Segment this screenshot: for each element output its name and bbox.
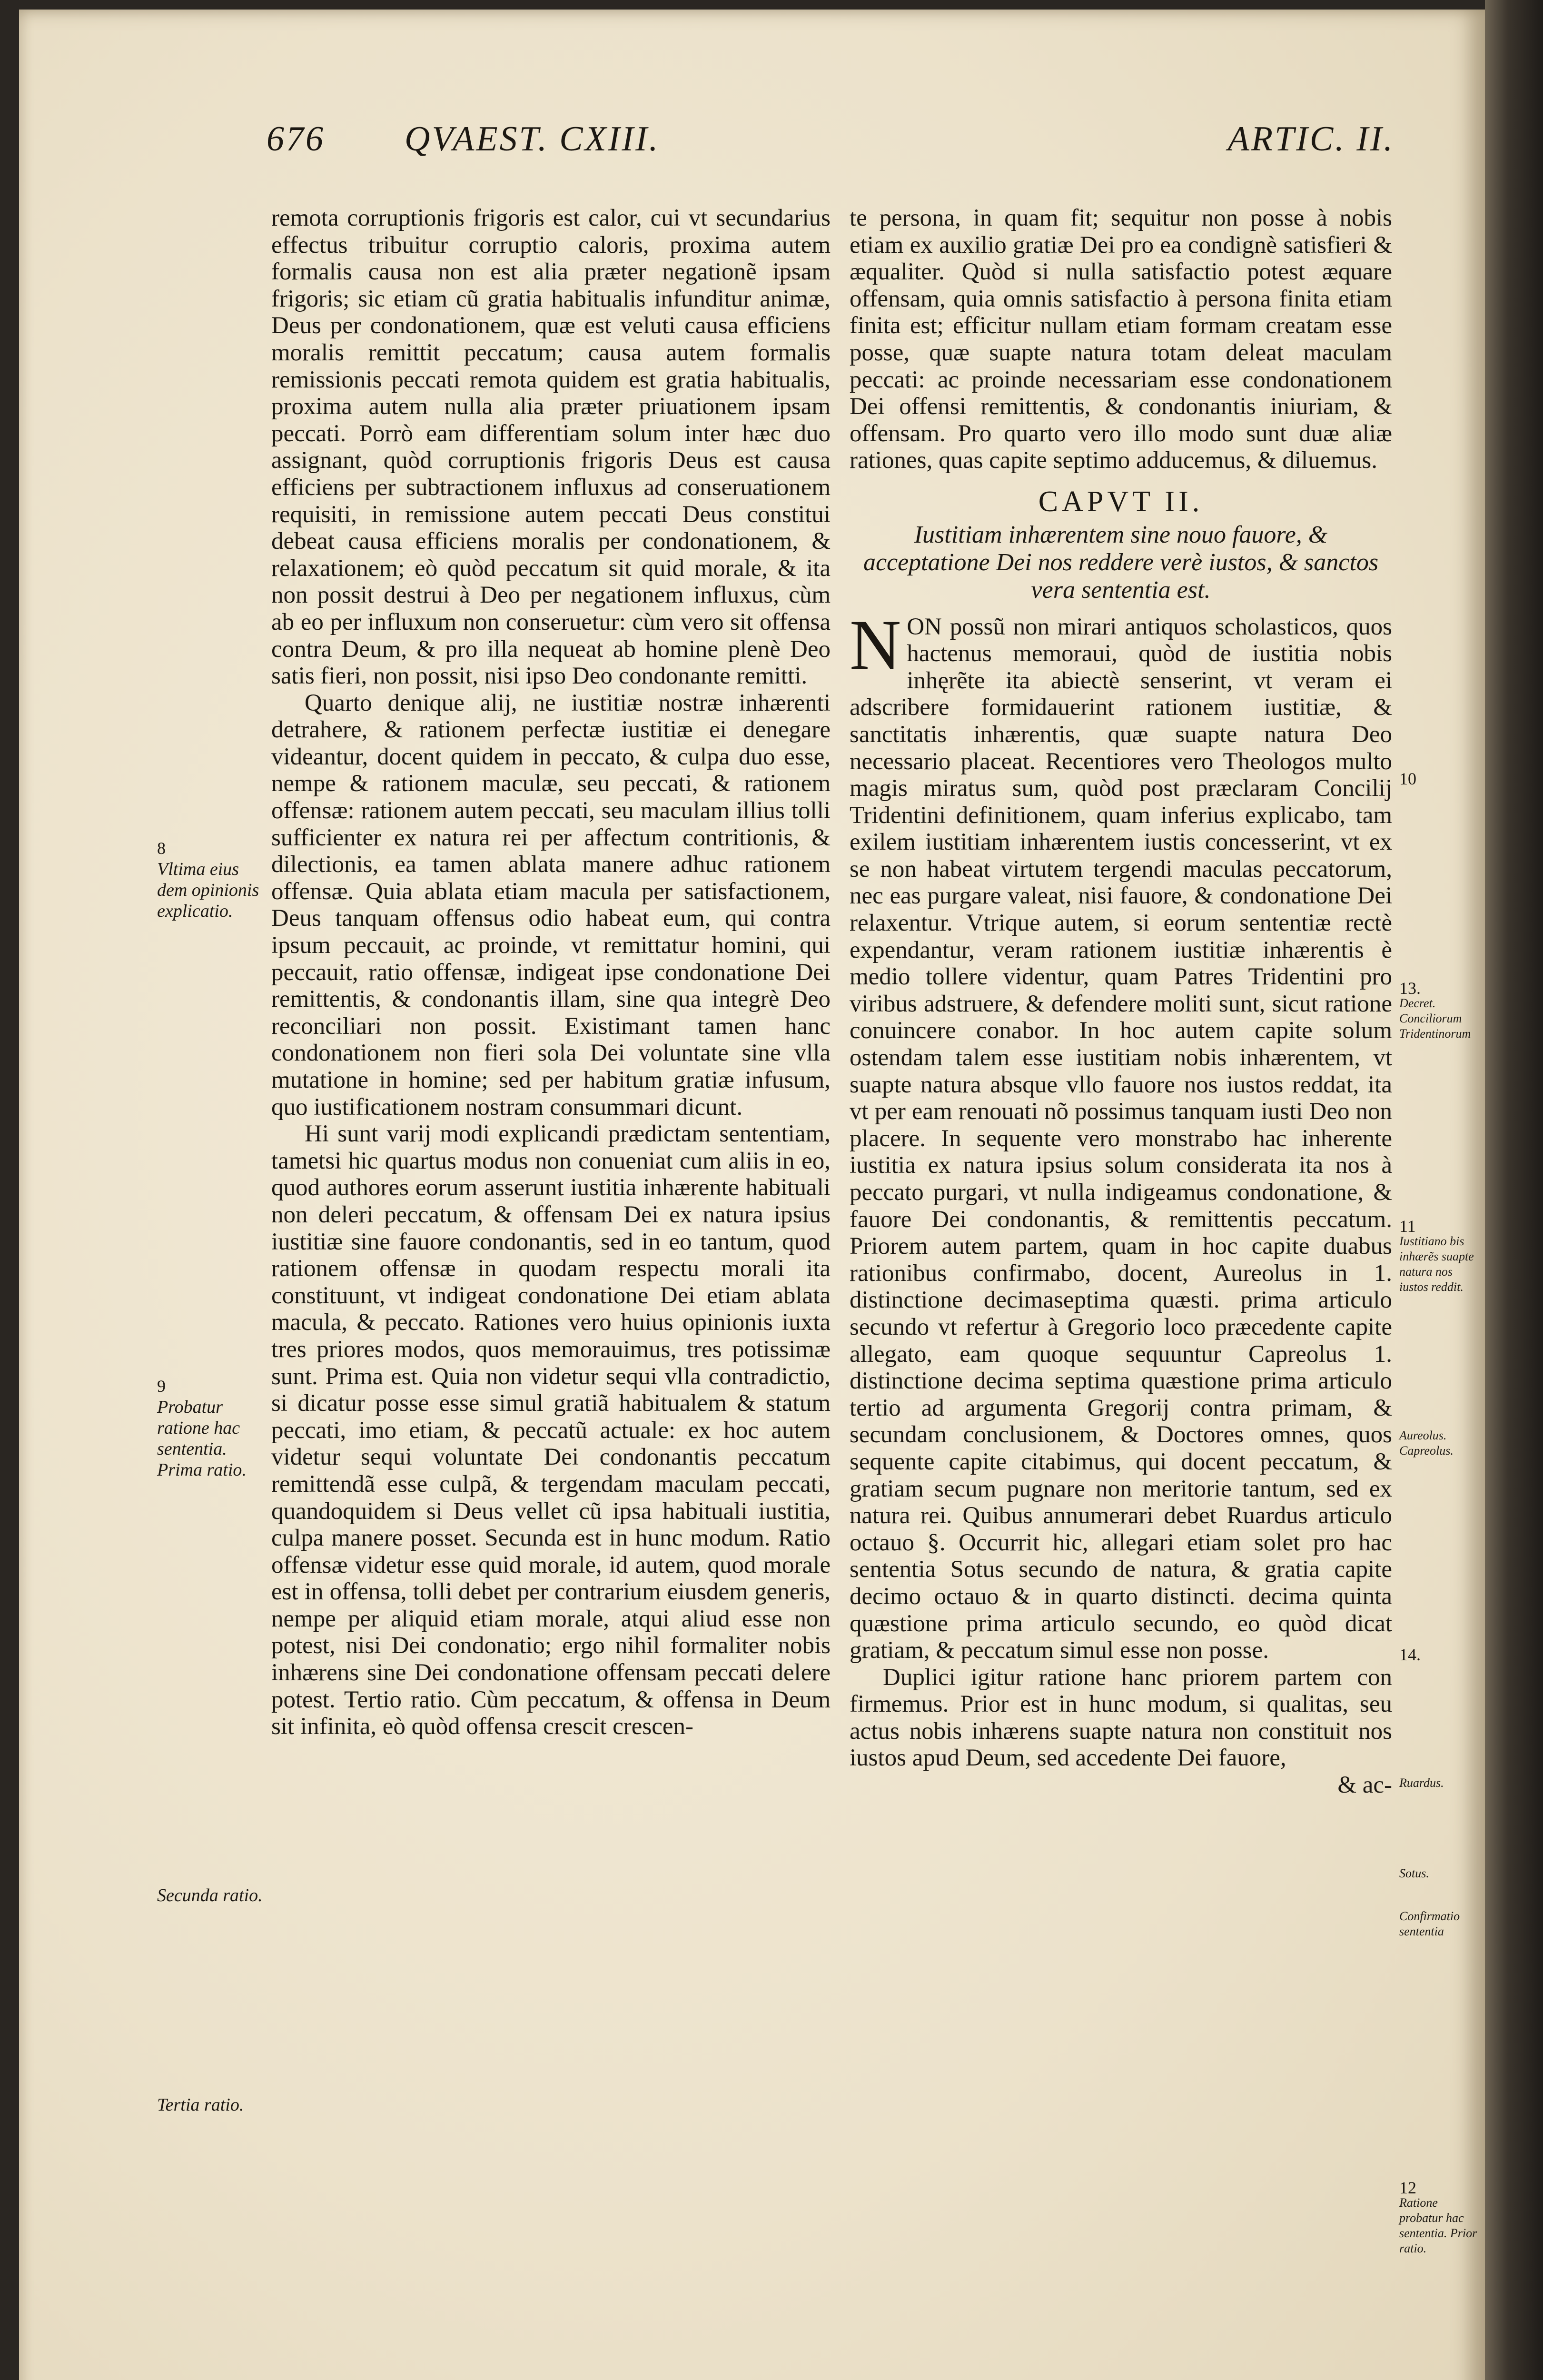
page-number: 676 — [267, 119, 325, 159]
margin-note — [1399, 1909, 1480, 1939]
catchword: & ac- — [1337, 1772, 1392, 1799]
paragraph: Hi sunt varij modi explicandi prædictam sententiam, tametsi hic quartus modus non conueniat cum aliis in eo, quod authores eorum asserunt iustitia inhærente habituali non deleri peccatum, & offensam Dei ex natura ipsius iustitiæ sine fauore condonantis, sed in eo tantum, quod rationem offensæ in quodam respectu morali ita constituunt, vt indigeat condonatione Dei etiam ablata macula, & peccato. Rationes vero huius opinionis iuxta tres priores modos, quos memorauimus, tres potissimæ sunt. Prima est. Quia non videtur sequi vlla contradictio, si dicatur posse esse simul gratiã habitualem & statum peccati, imo etiam, & peccatũ actuale: ex hoc autem videtur sequi voluntate Dei condonantis peccatum remittendã esse culpã, & tergendam maculam peccati, quandoquidem si Deus vellet cũ ipsa habituali iustitia, culpa manere posset. Secunda est in hunc modum. Ratio offensæ videtur esse quid morale, id autem, quod morale est in offensa, tolli debet per contrarium eiusdem generis, nempe per aliquid etiam morale, atqui aliud esse non potest, nisi Dei condonatio; ergo nihil formaliter nobis inhærens sine Dei condonatione offensam peccati delere potest. Tertio ratio. Cùm peccatum, & offensa in Deum sit infinita, eò quòd offensa crescit crescen- — [271, 1121, 831, 1740]
margin-text: Aureolus. Capreolus. — [1399, 1428, 1454, 1458]
quaestio-heading: QVAEST. CXIII. — [405, 119, 660, 159]
paragraph: te persona, in quam fit; sequitur non posse à nobis etiam ex auxilio gratiæ Dei pro ea condignè satisfieri & æqualiter. Quòd si nulla satisfactio potest æquare offensam, quia omnis satisfactio à persona finita etiam finita est; efficitur nullam etiam formam creatam esse posse, quæ suapte natura totam deleat maculam peccati: ac proinde necessariam esse condonationem Dei offensi remittentis, & condonantis iniuriam, & offensam. Pro quarto vero illo modo sunt duæ aliæ rationes, quas capite septimo adducemus, & diluemus. — [850, 205, 1392, 474]
margin-text: Iustitiano bis inhærẽs suapte natura nos iustos reddit. — [1399, 1234, 1474, 1294]
paragraph-text: ON possũ non mirari antiquos scholasticos, quos hactenus memoraui, quòd de iustitia nobis inhęrẽte ita abiectè senserint, vt veram ei adscribere formidauerint rationem iustitiæ, & sanctitatis inhærentis, quæ suapte natura Deo necessario placeat. Recentiores vero Theologos multo magis miratus sum, quòd post præclaram Concilij Tridentini definitionem, quam inferius explicabo, tam exilem iustitiam inhærentem iustis concesserint, vt ex se non habeat virtutem tergendi maculas peccatorum, nec eas purgare valeat, nisi fauore, & condonatione Dei relaxentur. Vtrique autem, si eorum sententiæ rectè expendantur, veram rationem iustitiæ inhærentis è medio tollere videntur, quam Patres Tridentini pro viribus adstruere, & defendere moliti sunt, sicut ratione conuincere conabor. In hoc autem capite solum ostendam talem esse iustitiam nobis inhærentem, vt suapte natura absque vllo fauore nos iustos reddat, ita vt per eam renouati nõ possimus tanquam iusti Deo non placere. In sequente vero monstrabo hac inherente iustitia ex natura ipsius solum considerata ita nos à peccato purgari, vt nulla indigeamus condonatione, & fauore Dei condonantis, & remittentis peccatum. Priorem autem partem, quam in hoc capite duabus rationibus confirmabo, docent, Aureolus in 1. distinctione decimaseptima quæsti. prima articulo secundo vt refertur à Gregorio loco præcedente capite allegato, eam quoque sequuntur Capreolus 1. distinctione decima septima quæstione prima articulo tertio ad argumenta Gregorij contra primam, & secundam conclusionem, & Doctores omnes, quos sequente capite citabimus, qui docent peccatum, & gratiam secum pugnare non meritorie tantum, sed ex natura rei. Quibus annumerari debet Ruardus articulo octauo §. Occurrit hic, allegari etiam solet pro hac sententia Sotus secundo de natura, & gratia capite decimo octauo & in quarto distincti. decima quinta quæstione prima articulo secundo, eo quòd dicat gratiam, & peccatum simul esse non posse. — [850, 613, 1392, 1664]
margin-note — [1399, 981, 1480, 1041]
margin-note — [1399, 1647, 1480, 1662]
margin-number: 11 — [1399, 1217, 1416, 1236]
paragraph — [850, 605, 1392, 1664]
margin-text: Ruardus. — [1399, 1776, 1444, 1790]
chapter-subtitle: Iustitiam inhærentem sine nouo fauore, & acceptatione Dei nos reddere verè iustos, & sanctos vera sententia est. — [863, 521, 1379, 604]
scan-edge — [1485, 0, 1543, 2380]
drop-cap: N — [850, 605, 901, 684]
paragraph: remota corruptionis frigoris est calor, cui vt secundarius effectus tribuitur corruptio caloris, proxima autem formalis causa non est alia præter negationẽ ipsam frigoris; sic etiam cũ gratia habitualis infunditur animæ, Deus per condonationem, quæ est veluti causa efficiens moralis remittit peccatum; causa autem formalis remissionis peccati remota quidem est gratia habitualis, proxima autem nulla alia præter priuationem ipsam peccati. Porrò eam differentiam solum inter hæc duo assignant, quòd corruptionis frigoris Deus est causa efficiens per subtractionem influxus ad conseruationem requisiti, in remissione autem peccati Deus constitui debeat causa efficiens moralis per condonationem, & relaxationem; eò quòd peccatum sit quid morale, & ita non possit destrui à Deo per negationem influxus, cùm ab eo per influxum non conseruetur: cùm vero sit offensa contra Deum, & pro illa nequeat ab homine plenè Deo satis fieri, non possit, nisi ipso Deo condonante remitti. — [271, 205, 831, 690]
margin-note — [157, 2094, 267, 2115]
margin-note — [1399, 1866, 1480, 1881]
margin-number: 8 — [157, 839, 166, 858]
margin-text: Secunda ratio. — [157, 1885, 263, 1905]
margin-number: 14. — [1399, 1645, 1421, 1664]
margin-number: 13. — [1399, 979, 1421, 998]
margin-note — [1399, 1775, 1480, 1791]
margin-note — [157, 1376, 267, 1480]
margin-text: Decret. Conciliorum Tridentinorum — [1399, 996, 1471, 1041]
margin-note — [1399, 771, 1480, 786]
right-column — [850, 205, 1392, 1799]
margin-text: Sotus. — [1399, 1866, 1429, 1880]
margin-text: Probatur ratione hac sententia. Prima ratio. — [157, 1397, 247, 1480]
paragraph: Duplici igitur ratione hanc priorem partem con firmemus. Prior est in hunc modum, si qualitas, seu actus nobis inhærens suapte natura non constituit nos iustos apud Deum, sed accedente Dei fauore, — [850, 1664, 1392, 1772]
margin-text: Vltima eius dem opinionis explicatio. — [157, 859, 259, 921]
margin-text: Ratione probatur hac sententia. Prior ratio. — [1399, 2196, 1477, 2255]
running-head — [257, 119, 1395, 167]
articulus-heading: ARTIC. II. — [1227, 119, 1395, 159]
margin-note — [1399, 1219, 1480, 1295]
margin-number: 10 — [1399, 769, 1416, 788]
margin-text: Tertia ratio. — [157, 2095, 244, 2115]
chapter-title: CAPVT II. — [1038, 485, 1204, 518]
paragraph: Quarto denique alij, ne iustitiæ nostræ inhærenti detrahere, & rationem perfectæ iustitiæ ei denegare videantur, docent quidem in peccato, & culpa duo esse, nempe & rationem maculæ, seu peccati, & rationem offensæ: rationem autem peccati, seu maculam illius tolli sufficienter ex natura rei per affectum contritionis, & dilectionis, ea tamen ablata manere adhuc rationem offensæ. Quia ablata etiam macula per satisfactionem, Deus tanquam offensus odio habeat eum, qui contra ipsum peccauit, ac proinde, vt remittatur homini, qui peccauit, ratio offensæ, indigeat ipse condonatione Dei remittentis, & condonantis illam, sine qua integrè Deo reconciliari non possit. Existimant tamen hanc condonationem non fieri sola Dei voluntate sine vlla mutatione in homine; sed per habitum gratiæ infusum, quo iustificationem nostram consummari dicunt. — [271, 689, 831, 1121]
margin-number: 9 — [157, 1377, 166, 1396]
margin-note — [157, 1885, 267, 1906]
left-column — [271, 205, 831, 1740]
margin-note — [1399, 1428, 1480, 1458]
margin-note — [1399, 2180, 1480, 2256]
margin-number: 12 — [1399, 2178, 1416, 2197]
margin-note — [157, 838, 267, 922]
margin-text: Confirmatio sententia — [1399, 1909, 1460, 1938]
